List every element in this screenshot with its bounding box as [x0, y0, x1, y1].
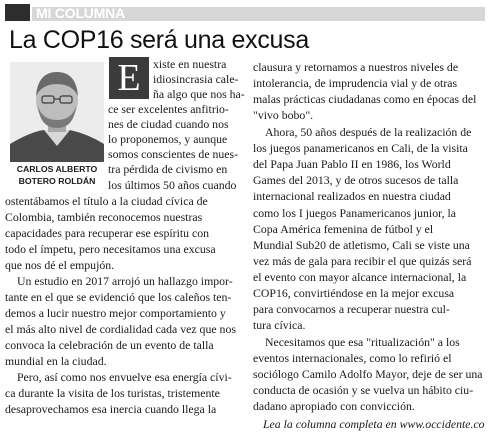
left-column-line: el más alto nivel de cordialidad cada vez que nos: [5, 322, 236, 336]
right-column-line: COP16, convirtiéndose en la mejor excusa: [253, 286, 455, 300]
right-column-line: malas prácticas ciudadanas como en épocas del: [253, 92, 477, 106]
right-column-line: Games del 2013, y de otros sucesos de talla: [253, 173, 459, 187]
left-column-line: lo proponemos, y aunque: [108, 132, 228, 146]
left-column-line: ca durante la visita de los turistas, tristemente: [5, 386, 220, 400]
right-column-line: Ahora, 50 años después de la realización de: [265, 125, 472, 139]
right-column-line: Lea la columna completa en www.occidente.co: [263, 417, 485, 431]
left-column-line: Pero, así como nos envuelve esa energía cívi-: [17, 370, 232, 384]
right-column-line: tura cívica.: [253, 318, 306, 332]
right-column-line: Copa América femenina de fútbol y el: [253, 222, 434, 236]
left-column-line: convoca la celebración de un evento de talla: [5, 338, 214, 352]
author-byline: [8, 163, 106, 187]
author-name-line2: BOTERO ROLDÁN: [18, 176, 96, 186]
left-column-line: tra pérdida de civismo en: [108, 162, 228, 176]
right-column-line: Mundial Sub20 de atletismo, Cali se viste una: [253, 238, 470, 252]
section-header: [5, 4, 485, 21]
right-column-line: eventos internacionales, como lo refirió el: [253, 351, 452, 365]
right-column-line: para convocarnos a recuperar nuestra cul-: [253, 302, 450, 316]
left-column-line: ostentábamos el título a la ciudad cívica de: [5, 194, 208, 208]
section-label: MI COLUMNA: [36, 5, 125, 21]
right-column-line: los juegos panamericanos en Cali, de la visita: [253, 141, 468, 155]
section-marker: [5, 4, 30, 21]
right-column-line: del Papa Juan Pablo II en 1986, los World: [253, 157, 451, 171]
left-column-line: nes de ciudad cuando nos: [108, 117, 229, 131]
left-column-line: demos a lucir nuestro mejor comportamiento y: [5, 306, 226, 320]
right-column-line: conducta de ocasión y se vuelva un hábito ciu-: [253, 383, 474, 397]
left-column-line: somos conscientes de nues-: [108, 147, 239, 161]
right-column-line: intolerancia, de imprudencia vial y de otras: [253, 76, 458, 90]
left-column-line: Colombia, también reconocemos nuestras: [5, 210, 203, 224]
author-photo: [10, 62, 104, 162]
right-column-line: el evento con mayor alcance internacional, la: [253, 270, 467, 284]
right-column-line: internacional realizados en nuestra ciudad: [253, 189, 451, 203]
right-column-line: sociólogo Camilo Adolfo Mayor, deje de ser una: [253, 367, 483, 381]
left-column-line: capacidades para recuperar ese espíritu con: [5, 226, 210, 240]
left-column-line: idiosincrasia cale-: [153, 72, 239, 86]
drop-cap-letter: E: [117, 57, 141, 99]
right-column-line: clausura y retornamos a nuestros niveles de: [253, 60, 459, 74]
left-column-line: Un estudio en 2017 arrojó un hallazgo impor-: [17, 274, 233, 288]
left-column-line: xiste en nuestra: [153, 57, 227, 71]
right-column-line: como los I juegos Panamericanos junior, la: [253, 206, 456, 220]
left-column-line: desaprovechamos esa inercia cuando llega la: [5, 402, 217, 416]
left-column-line: ce ser excelentes anfitrio-: [108, 102, 229, 116]
left-column-line: los últimos 50 años cuando: [108, 178, 237, 192]
author-name-line1: CARLOS ALBERTO: [16, 164, 98, 174]
drop-cap: [109, 57, 149, 99]
right-column-line: "vivo bobo".: [253, 108, 314, 122]
right-column-line: vez más de gala para recibir el que quizás será: [253, 254, 472, 268]
right-column-line: Necesitamos que esa "ritualización" a los: [265, 335, 460, 349]
left-column-line: tante en el que se evidenció que los caleños ten-: [5, 290, 232, 304]
left-column-line: todo el ímpetu, pero necesitamos una excusa: [5, 242, 216, 256]
article-headline: La COP16 será una excusa: [9, 26, 309, 54]
left-column-line: mundial en la ciudad.: [5, 354, 107, 368]
left-column-line: que nos dé el empujón.: [5, 258, 115, 272]
right-column-line: dadano apropiado con convicción.: [253, 399, 415, 413]
left-column-line: ña algo que nos ha-: [153, 87, 245, 101]
